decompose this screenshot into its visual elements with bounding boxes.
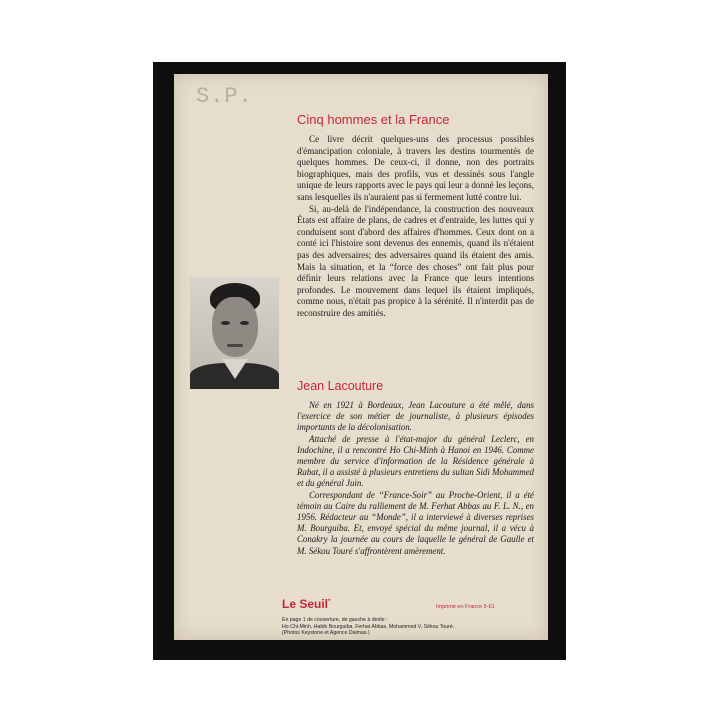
author-name: Jean Lacouture <box>297 379 384 393</box>
blurb-paragraph: Si, au-delà de l'indépendance, la construction des nouveaux États est affaire de plans, de cadres et d'entraide, les luttes qui y conduisent sont d'abord des affaires d'hommes. Ceux dont on a conté ici l'histoire sont devenus des ennemis, quand ils n'étaient pas des adversaires; des adversaires quand ils étaient des amis. Mais la situation, et la “force des choses” ont fait plus pour définir leurs relations avec la France que leurs intentions profondes. Le mouvement dans lequel ils étaient impliqués, comme nous, n'était pas propice à la sérénité. Il n'interdit pas de reconstruire des amitiés. <box>297 203 534 318</box>
author-bio <box>297 400 534 557</box>
credits-line: (Photos Keystone et Agence Dalmas.) <box>282 630 370 637</box>
book-back-cover <box>174 74 548 640</box>
perforated-stamp: S.P. <box>196 84 253 109</box>
publisher-mark: * <box>328 599 331 605</box>
book-title: Cinq hommes et la France <box>297 112 450 127</box>
credits-line: En page 1 de couverture, de gauche à droite : <box>282 617 388 623</box>
bio-paragraph: Correspondant de “France-Soir” au Proche-Orient, il a été témoin au Caire du ralliement de M. Ferhat Abbas au F. L. N., en 1956. Rédacteur au “Monde”, il a interviewé à diverses reprises M. Bourguiba. Et, envoyé spécial du même journal, il a vécu à Conakry la journée au cours de laquelle le général de Gaulle et M. Sékou Touré s'affrontèrent amèrement. <box>297 489 534 556</box>
book-blurb <box>297 134 534 320</box>
publisher-name: Le Seuil* <box>282 597 331 611</box>
author-photo <box>190 277 279 389</box>
cover-photo-credits <box>282 617 532 637</box>
blurb-paragraph: Ce livre décrit quelques-uns des processus possibles d'émancipation coloniale, à travers les destins tourmentés de quelques hommes. De ceux-ci, il donne, non des portraits biographiques, mais des profils, vus et dessinés sous l'angle unique de leurs rapports avec le pays qui leur a donné les leçons, sans lesquelles ils n'auraient pas si fermement lutté contre lui. <box>297 134 534 202</box>
credits-line: Ho Chi-Minh, Habib Bourguiba, Ferhat Abbas, Mohammed V, Sékou Touré. <box>282 623 455 630</box>
bio-paragraph: Attaché de presse à l'état-major du général Leclerc, en Indochine, il a rencontré Ho Chi-Minh à Hanoi en 1946. Comme membre du service d'information de la Résidence générale à Rabat, il a assisté à plusieurs entretiens du sultan Sidi Mohammed et du général Juin. <box>297 433 534 489</box>
imprint-note: Imprimé en France 5-61 <box>436 604 495 610</box>
bio-paragraph: Né en 1921 à Bordeaux, Jean Lacouture a été mêlé, dans l'exercice de son métier de journaliste, à plusieurs épisodes importants de la décolonisation. <box>297 400 534 433</box>
